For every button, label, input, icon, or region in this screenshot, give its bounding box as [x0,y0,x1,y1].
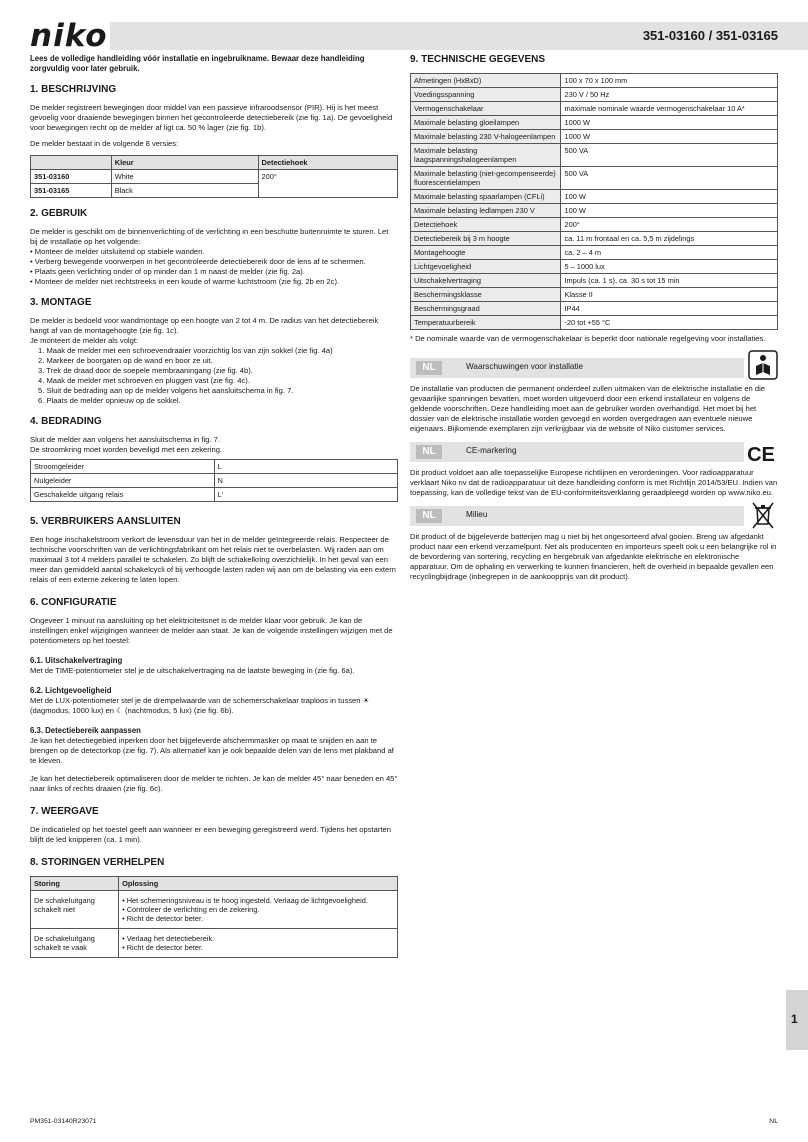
list-item: 3. Trek de draad door de soepele membraaningang (zie fig. 4b). [38,366,253,375]
beschrijving-text: De melder registreert bewegingen door middel van een passieve infraroodsensor (PIR). Hij is het meest gevoelig voor draaiende bewegingen binnen het gecontroleerde detectiebereik (zie fig. 1a). De gevoeligheid voor bewegingen recht op de melder af ligt ca. 50 % lager (zie fig. 1b). [30,103,393,132]
ce-bar [410,442,744,462]
tech-value: Klasse II [561,288,778,302]
tech-label: Temperatuurbereik [411,316,561,330]
versions-table [30,155,398,198]
montage-text: De melder is bedoeld voor wandmontage op een hoogte van 2 tot 4 m. De radius van het detectiebereik hangt af van de montagehoogte (zie fig. 1c). [30,316,379,335]
tech-value: 100 W [561,204,778,218]
footer-code: PM351-03140R23071 [30,1118,97,1125]
list-item: 1. Maak de melder met een schroevendraaier voorzichtig los van zijn sokkel (zie fig. 4a) [38,346,333,355]
section-title-storingen: 8. STORINGEN VERHELPEN [30,857,165,868]
section-title-technische-gegevens: 9. TECHNISCHE GEGEVENS [410,54,546,65]
list-item: • Het schemeringsniveau is te hoog ingesteld. Verlaag de lichtgevoeligheid. [122,896,368,905]
tech-label: Lichtgevoeligheid [411,260,561,274]
tech-label: Montagehoogte [411,246,561,260]
tech-value: 230 V / 50 Hz [561,88,778,102]
verbruikers-text: Een hoge inschakelstroom verkort de levensduur van het in de melder geïntegreerde relais. Respecteer de technische voorschriften van de verlichtingsfabrikant om het relais niet te overbelasten. Wij raden aan om maximaal 3 tot 4 melders parallel te schakelen. Zo blijft de schakelkring overzichtelijk. In het geval van een meer dan gemiddeld aantal schakelcycli of bij verhoogde lasten raden wij aan om de belasting via een extern relais of een externe zekering te laten lopen. [30,535,396,584]
environment-text: Dit product of de bijgeleverde batterijen mag u niet bij het ongesorteerd afval gooien. Breng uw afgedankt product naar een erkend verzamelpunt. Net als producenten en importeurs speelt ook u een belangrijke rol in de bevordering van sortering, recycling en hergebruik van afgedankte elektrische en elektronische apparatuur. Om de ophaling en verwerking te kunnen financieren, heft de overheid in bepaalde gevallen een recyclingbijdrage (inbegrepen in de aankoopprijs van dit product). [410,532,777,581]
tech-label: Maximale belasting 230 V-halogeenlampen [411,130,561,144]
table-row [31,460,398,474]
warnings-block [410,358,778,434]
trouble-storing: De schakeluitgang schakelt niet [31,891,119,929]
versions-intro: De melder bestaat in de volgende 8 versies: [30,139,179,148]
lang-badge: NL [416,445,442,459]
list-item: • Controleer de verlichting en de zekering. [122,905,260,914]
page-tab [786,990,808,1050]
tech-value: 500 VA [561,144,778,167]
table-row [411,204,778,218]
table-row [411,260,778,274]
table-row [411,218,778,232]
section-title-configuratie: 6. CONFIGURATIE [30,597,117,608]
versions-header-blank [31,156,112,170]
environment-block [410,506,778,582]
tech-value: 500 VA [561,167,778,190]
tech-value: 100 W [561,190,778,204]
table-row [411,88,778,102]
tech-footnote: * De nominale waarde van de vermogenschakelaar is beperkt door nationale regelgeving voor installaties. [410,334,766,343]
tech-label: Maximale belasting gloeilampen [411,116,561,130]
version-code: 351-03165 [31,184,112,198]
table-row [411,302,778,316]
list-item: 6. Plaats de melder opnieuw op de sokkel. [38,396,181,405]
table-row [411,130,778,144]
tech-label: Detectiehoek [411,218,561,232]
trouble-header-oplossing: Oplossing [119,877,398,891]
list-item: • Plaats geen verlichting onder of op minder dan 1 m naast de melder (zie fig. 2a). [30,267,305,276]
tech-label: Maximale belasting spaarlampen (CFLi) [411,190,561,204]
tech-value: -20 tot +55 °C [561,316,778,330]
tech-label: Maximale belasting laagspanningshalogeenlampen [411,144,561,167]
wiring-value: L' [214,488,398,502]
table-row [31,929,398,958]
section-title-weergave: 7. WEERGAVE [30,806,99,817]
versions-header-kleur: Kleur [111,156,258,170]
list-item: • Monteer de melder uitsluitend op stabiele wanden. [30,247,205,256]
tech-label: Beschermingsklasse [411,288,561,302]
list-item: • Verberg bewegende voorwerpen in het gecontroleerde detectiebereik door de lens af te schermen. [30,257,366,266]
versions-header-detectiehoek: Detectiehoek [258,156,397,170]
left-column [30,54,398,964]
weergave-text: De indicatieled op het toestel geeft aan wanneer er een beweging geregistreerd werd. Tijdens het opstarten blijft de led knipperen (ca. 1 min). [30,825,391,844]
uitschakelvertraging-text: Met de TIME-potentiometer stel je de uitschakelvertraging na de laatste beweging in (zie fig. 6a). [30,666,355,675]
table-row [411,190,778,204]
table-row [411,246,778,260]
list-item: 5. Sluit de bedrading aan op de melder volgens het aansluitschema in fig. 7. [38,386,294,395]
wiring-label: Nulgeleider [31,474,215,488]
sub-title-uitschakelvertraging: 6.1. Uitschakelvertraging [30,656,123,665]
version-angle: 200° [258,170,397,198]
tech-value: ca. 2 – 4 m [561,246,778,260]
table-row [31,170,398,184]
sub-title-lichtgevoeligheid: 6.2. Lichtgevoeligheid [30,686,112,695]
troubleshooting-table [30,876,398,958]
read-manual-icon [748,350,778,380]
model-number: 351-03160 / 351-03165 [642,28,778,43]
tech-label: Beschermingsgraad [411,302,561,316]
trouble-storing: De schakeluitgang schakelt te vaak [31,929,119,958]
right-column [410,54,778,588]
section-title-gebruik: 2. GEBRUIK [30,208,88,219]
ce-block [410,442,778,498]
version-color: White [111,170,258,184]
list-item: • Richt de detector beter. [122,943,204,952]
warnings-bar [410,358,744,378]
footer-lang: NL [769,1118,778,1125]
detectiebereik-text-2: Je kan het detectiebereik optimaliseren door de melder te richten. Je kan de melder 45° naar beneden en 45° naar links of rechts draaien (zie fig. 6c). [30,774,398,793]
list-item: • Verlaag het detectiebereik. [122,934,215,943]
tech-label: Maximale belasting ledlampen 230 V [411,204,561,218]
montage-steps-intro: Je monteert de melder als volgt: [30,336,139,345]
tech-label: Maximale belasting (niet-gecompenseerde) fluorescentielampen [411,167,561,190]
tech-value: 200° [561,218,778,232]
wiring-label: Geschakelde uitgang relais [31,488,215,502]
table-row [411,144,778,167]
tech-value: ca. 11 m frontaal en ca. 5,5 m zijdelings [561,232,778,246]
bedrading-text-1: Sluit de melder aan volgens het aansluitschema in fig. 7. [30,435,220,444]
wiring-value: N [214,474,398,488]
list-item: 4. Maak de melder met schroeven en pluggen vast (zie fig. 4c). [38,376,250,385]
list-item: 2. Markeer de boorgaten op de wand en boor ze uit. [38,356,213,365]
tech-label: Uitschakelvertraging [411,274,561,288]
tech-label: Voedingsspanning [411,88,561,102]
tech-label: Afmetingen (HxBxD) [411,74,561,88]
ce-mark-icon: CE [747,444,775,466]
section-title-beschrijving: 1. BESCHRIJVING [30,84,117,95]
table-row [411,116,778,130]
table-row [411,316,778,330]
header-bar [0,18,808,54]
tech-label: Vermogenschakelaar [411,102,561,116]
weee-bin-icon [748,500,778,530]
trouble-header-storing: Storing [31,877,119,891]
section-title-montage: 3. MONTAGE [30,297,92,308]
ce-title: CE-markering [466,446,517,455]
intro-text: Lees de volledige handleiding vóór installatie en ingebruikname. Bewaar deze handleiding zorgvuldig voor later gebruik. [30,54,365,73]
list-item: • Richt de detector beter. [122,914,204,923]
section-title-verbruikers: 5. VERBRUIKERS AANSLUITEN [30,516,181,527]
version-code: 351-03160 [31,170,112,184]
table-row [411,232,778,246]
warnings-text: De installatie van producten die permanent onderdeel zullen uitmaken van de elektrische installatie en die gevaarlijke spanningen bevatten, moet worden uitgevoerd door een erkend installateur en volgens de geldende voorschriften. Deze handleiding moet aan de gebruiker worden overhandigd. Het moet bij het dossier van de elektrische installatie worden gevoegd en worden overgedragen aan eventuele nieuwe eigenaars. Bijkomende exemplaren zijn verkrijgbaar via de website of Niko customer services. [410,384,766,433]
niko-logo: niko [30,18,108,54]
environment-title: Milieu [466,510,488,519]
section-title-bedrading: 4. BEDRADING [30,416,102,427]
sub-title-detectiebereik: 6.3. Detectiebereik aanpassen [30,726,141,735]
list-item: • Monteer de melder niet rechtstreeks in een koude of warme luchtstroom (zie fig. 2b en 2c). [30,277,340,286]
bedrading-text-2: De stroomkring moet worden beveiligd met een zekering. [30,445,223,454]
gebruik-text: De melder is geschikt om de binnenverlichting of de verlichting in een beschutte buitenruimte te sturen. Let bij de installatie op het volgende: [30,227,389,246]
trouble-oplossing [119,929,398,958]
table-row [31,891,398,929]
tech-label: Detectiebereik bij 3 m hoogte [411,232,561,246]
table-row [411,288,778,302]
technical-data-table [410,73,778,330]
tech-value: IP44 [561,302,778,316]
tech-value: 1000 W [561,130,778,144]
tech-value: maximale nominale waarde vermogenschakelaar 10 A* [561,102,778,116]
tech-value: 1000 W [561,116,778,130]
detectiebereik-text-1: Je kan het detectiegebied inperken door het bijgeleverde afschermmasker op maat te snijden en aan te brengen op de detectorkop (zie fig. 7). Als alternatief kan je ook bepaalde delen van de lens met plakband af te kleven. [30,736,394,765]
configuratie-text: Ongeveer 1 minuut na aansluiting op het elektriciteitsnet is de melder klaar voor gebruik. Je kan de instellingen enkel wijzigingen wanneer de melder aan staat. Je kan de volgende instellingen wijzigen met de potentiometers op het toestel: [30,616,393,645]
environment-bar [410,506,744,526]
lang-badge: NL [416,361,442,375]
table-row [31,474,398,488]
table-row [411,167,778,190]
tech-value: 5 – 1000 lux [561,260,778,274]
wiring-label: Stroomgeleider [31,460,215,474]
tech-value: 100 x 70 x 100 mm [561,74,778,88]
lichtgevoeligheid-text: Met de LUX-potentiometer stel je de drempelwaarde van de schemerschakelaar traploos in tussen ☀ (dagmodus, 1000 lux) en ☾ (nachtmodus, 5 lux) (zie fig. 6b). [30,696,370,715]
tech-value: Impuls (ca. 1 s), ca. 30 s tot 15 min [561,274,778,288]
wiring-value: L [214,460,398,474]
table-row [411,274,778,288]
version-color: Black [111,184,258,198]
montage-steps [30,346,398,406]
table-row [31,488,398,502]
table-row [411,74,778,88]
table-row [411,102,778,116]
warnings-title: Waarschuwingen voor installatie [466,362,584,371]
ce-text: Dit product voldoet aan alle toepasselijke Europese richtlijnen en verordeningen. Voor radioapparatuur verklaart Niko nv dat de radioapparatuur uit deze handleiding conform is met Richtlijn 2014/53/EU. Indien van toepassing, kan de volledige tekst van de EU-conformiteitsverklaring geraadpleegd worden op www.niko.eu. [410,468,778,497]
gebruik-list [30,247,398,287]
trouble-oplossing [119,891,398,929]
wiring-table [30,459,398,502]
lang-badge: NL [416,509,442,523]
page-tab-number: 1 [791,1012,798,1026]
